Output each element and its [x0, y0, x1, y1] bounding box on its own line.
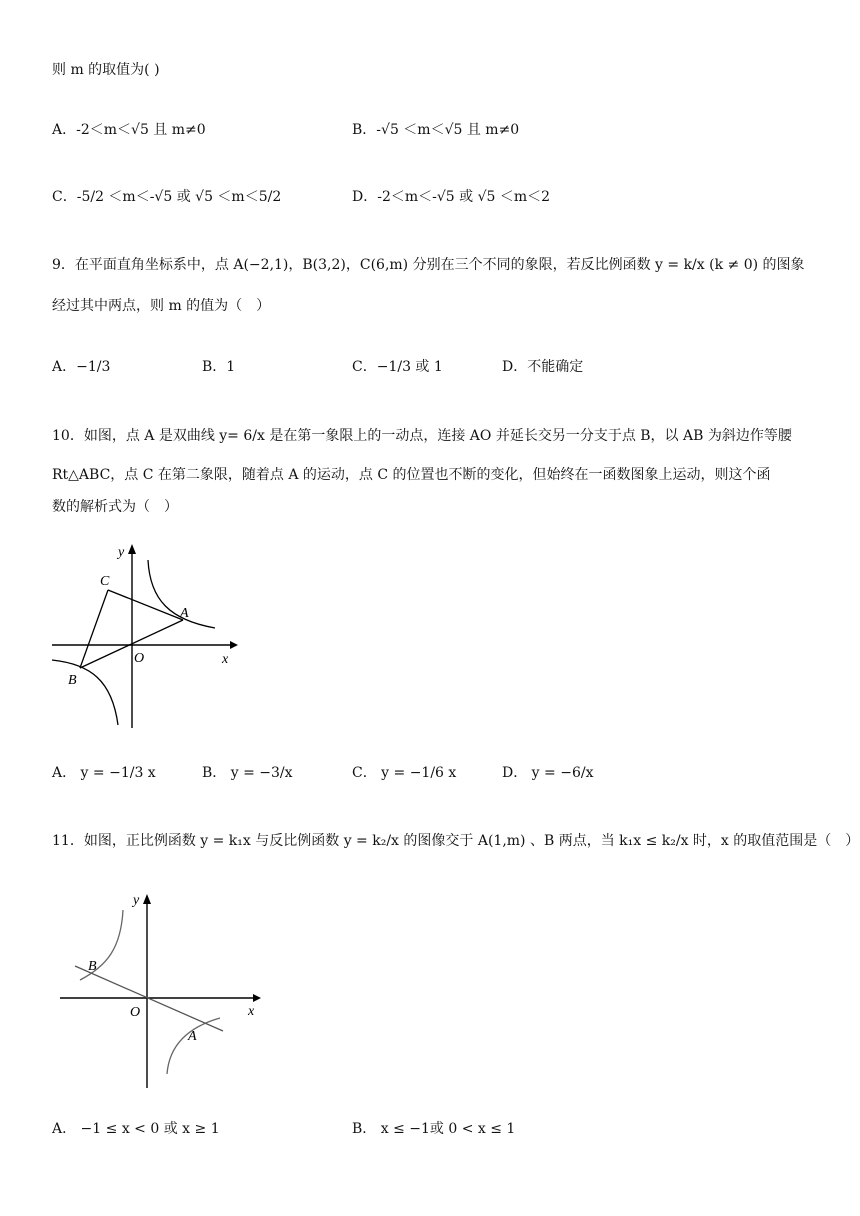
point-b-label: B	[68, 673, 77, 688]
q8-stem-tail: 则 m 的取值为( )	[52, 62, 160, 78]
y-label: y	[118, 545, 125, 560]
q11-option-a[interactable]: A． −1 ≤ x < 0 或 x ≥ 1	[52, 1121, 220, 1137]
q10-option-a[interactable]: A． y = −1/3 x	[52, 765, 156, 781]
q8-option-c[interactable]: C．-5/2 ＜m＜-√5 或 √5 ＜m＜5/2	[52, 189, 282, 205]
q9-stem-line1: 9．在平面直角坐标系中，点 A(−2,1)，B(3,2)，C(6,m) 分别在三个不同的象限，若反比例函数 y = k/x (k ≠ 0) 的图象	[52, 257, 805, 273]
hyperbola-branch-q2	[80, 910, 123, 980]
q10-option-d[interactable]: D． y = −6/x	[502, 765, 594, 781]
origin-label: O	[130, 1005, 141, 1020]
y-axis-arrow-icon	[128, 544, 136, 554]
q8-option-a[interactable]: A．-2＜m＜√5 且 m≠0	[52, 122, 206, 138]
x-label: x	[248, 1004, 255, 1019]
q11-stem-line1: 11．如图，正比例函数 y = k₁x 与反比例函数 y = k₂/x 的图像交于 A(1,m) 、B 两点，当 k₁x ≤ k₂/x 时，x 的取值范围是（ ）	[52, 833, 860, 849]
point-c-label: C	[100, 574, 110, 589]
hyperbola-branch-q3	[52, 660, 118, 725]
q10-stem-line1: 10．如图，点 A 是双曲线 y= 6/x 是在第一象限上的一动点，连接 AO 并延长交另一分支于点 B，以 AB 为斜边作等腰	[52, 428, 792, 444]
segment-ca	[108, 590, 183, 620]
origin-label: O	[134, 651, 145, 666]
q9-option-c[interactable]: C．−1/3 或 1	[352, 359, 443, 375]
x-axis-arrow-icon	[253, 994, 261, 1002]
q9-option-d[interactable]: D．不能确定	[502, 359, 584, 375]
q8-option-d[interactable]: D．-2＜m＜-√5 或 √5 ＜m＜2	[352, 189, 551, 205]
q9-stem-line2: 经过其中两点，则 m 的值为（ ）	[52, 298, 271, 314]
x-label: x	[222, 652, 229, 667]
q10-stem-line2: Rt△ABC，点 C 在第二象限，随着点 A 的运动，点 C 的位置也不断的变化，但始终在一函数图象上运动，则这个函	[52, 467, 771, 483]
point-a-label: A	[180, 606, 189, 621]
q10-stem-line3: 数的解析式为（ ）	[52, 499, 178, 515]
y-axis-arrow-icon	[143, 894, 151, 904]
q10-figure	[50, 540, 240, 730]
point-b-label: B	[88, 959, 97, 974]
q11-option-b[interactable]: B． x ≤ −1或 0 < x ≤ 1	[352, 1121, 516, 1137]
x-axis-arrow-icon	[230, 641, 238, 649]
q10-option-c[interactable]: C． y = −1/6 x	[352, 765, 457, 781]
point-a-label: A	[188, 1029, 197, 1044]
q11-figure	[55, 888, 270, 1088]
q10-option-b[interactable]: B． y = −3/x	[202, 765, 293, 781]
y-label: y	[133, 893, 140, 908]
q9-option-a[interactable]: A．−1/3	[52, 359, 111, 375]
q8-option-b[interactable]: B．-√5 ＜m＜√5 且 m≠0	[352, 122, 520, 138]
q9-option-b[interactable]: B．1	[202, 359, 236, 375]
